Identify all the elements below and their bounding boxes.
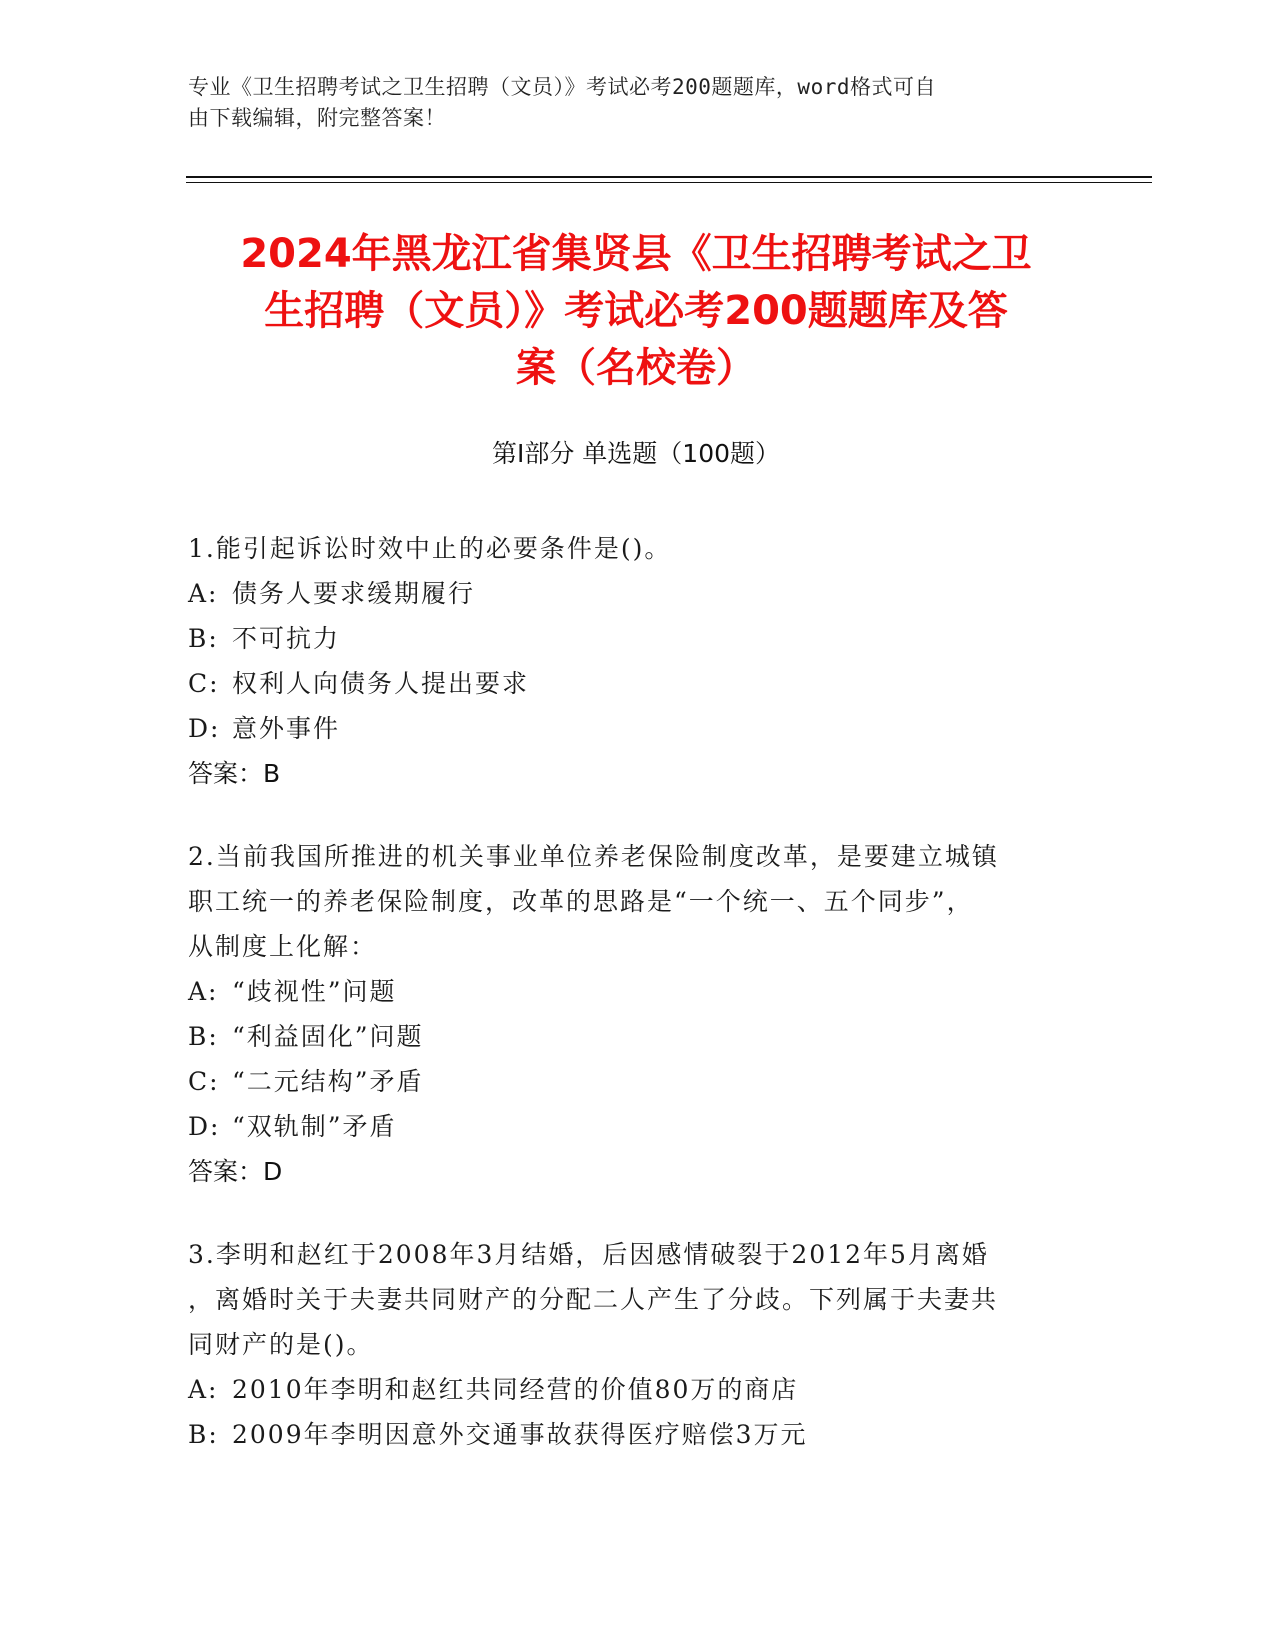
question-list	[188, 526, 1068, 1495]
document-title	[186, 226, 1086, 397]
answer: 答案：D	[188, 1157, 283, 1186]
option-c	[188, 661, 1068, 706]
question-text: 从制度上化解：	[188, 932, 378, 961]
question-text: 职工统一的养老保险制度，改革的思路是“一个统一、五个同步”，	[188, 887, 974, 916]
option-text: “双轨制”矛盾	[232, 1112, 397, 1141]
option-key: A:	[188, 1375, 219, 1404]
option-b	[188, 1014, 1068, 1059]
option-key: B:	[188, 1022, 219, 1051]
question-3	[188, 1232, 1068, 1457]
intro-line: 专业《卫生招聘考试之卫生招聘（文员）》考试必考200题题库，word格式可自	[188, 75, 936, 99]
option-d	[188, 706, 1068, 751]
question-text: 3.李明和赵红于2008年3月结婚，后因感情破裂于2012年5月离婚	[188, 1240, 989, 1269]
intro-text	[188, 72, 1088, 134]
question-text: ，离婚时关于夫妻共同财产的分配二人产生了分歧。下列属于夫妻共	[188, 1285, 999, 1314]
question-2	[188, 834, 1068, 1194]
option-d	[188, 1104, 1068, 1149]
question-text: 2.当前我国所推进的机关事业单位养老保险制度改革，是要建立城镇	[188, 842, 999, 871]
header-divider-thick	[186, 176, 1152, 178]
option-b	[188, 616, 1068, 661]
option-key: D:	[188, 714, 221, 743]
option-text: “利益固化”问题	[232, 1022, 424, 1051]
option-key: C:	[188, 669, 220, 698]
option-text: 不可抗力	[232, 624, 341, 653]
option-b	[188, 1412, 1068, 1457]
option-key: C:	[188, 1067, 220, 1096]
option-text: 权利人向债务人提出要求	[232, 669, 530, 698]
question-text: 1.能引起诉讼时效中止的必要条件是()。	[188, 534, 672, 563]
option-a	[188, 571, 1068, 616]
option-text: 债务人要求缓期履行	[232, 579, 476, 608]
option-text: 2010年李明和赵红共同经营的价值80万的商店	[232, 1375, 799, 1404]
question-text: 同财产的是()。	[188, 1330, 374, 1359]
intro-line: 由下载编辑，附完整答案！	[188, 106, 446, 130]
option-text: “二元结构”矛盾	[232, 1067, 424, 1096]
question-1	[188, 526, 1068, 796]
answer: 答案：B	[188, 759, 281, 788]
title-line: 生招聘（文员）》考试必考200题题库及答	[264, 288, 1008, 334]
option-key: B:	[188, 624, 219, 653]
option-text: 2009年李明因意外交通事故获得医疗赔偿3万元	[232, 1420, 808, 1449]
option-key: A:	[188, 579, 219, 608]
title-line: 2024年黑龙江省集贤县《卫生招聘考试之卫	[240, 231, 1032, 277]
section-title: 第Ⅰ部分 单选题（100题）	[491, 439, 781, 468]
header-divider-thin	[186, 182, 1152, 183]
title-line: 案（名校卷）	[516, 345, 756, 391]
option-key: A:	[188, 977, 219, 1006]
option-c	[188, 1059, 1068, 1104]
option-a	[188, 969, 1068, 1014]
option-text: 意外事件	[232, 714, 341, 743]
option-key: D:	[188, 1112, 221, 1141]
option-a	[188, 1367, 1068, 1412]
option-key: B:	[188, 1420, 219, 1449]
option-text: “歧视性”问题	[232, 977, 397, 1006]
